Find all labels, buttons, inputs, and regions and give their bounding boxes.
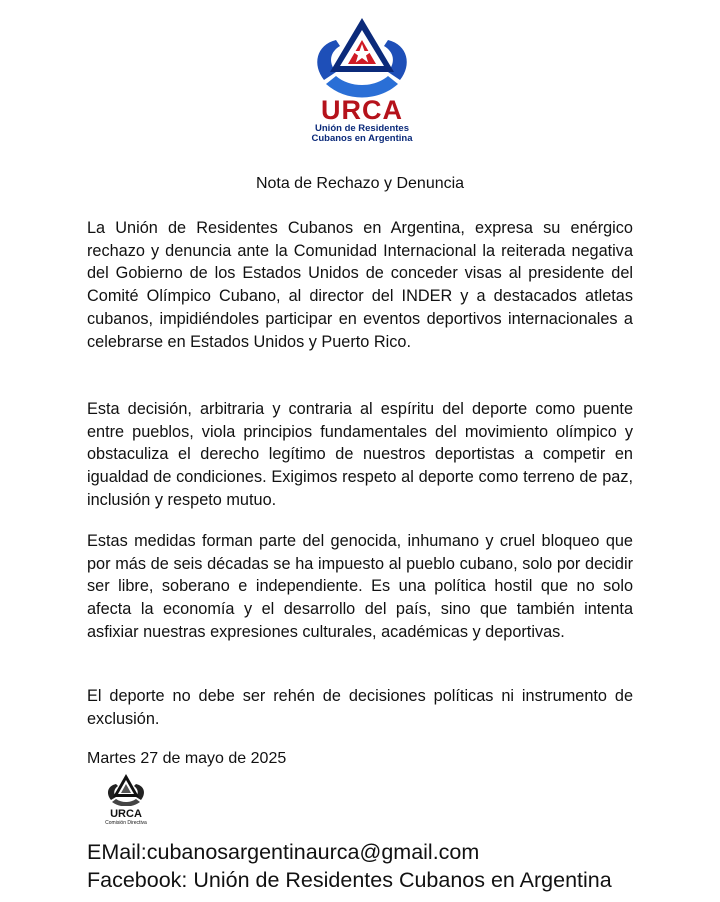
document-date: Martes 27 de mayo de 2025 xyxy=(87,750,287,767)
signature-logo-name: URCA xyxy=(110,808,142,820)
signature-logo-subtitle: Comisión Directiva xyxy=(105,820,147,826)
contact-facebook: Facebook: Unión de Residentes Cubanos en Argentina xyxy=(87,868,612,892)
paragraph-2: Esta decisión, arbitraria y contraria al espíritu del deporte como puente entre pueblos, viola principios fundamentales del movimiento olímpico y obstaculiza el derecho legítimo de nuestros deportistas a competir en igualdad de condiciones. Exigimos respeto al deporte como terreno de paz, inclusión y respeto mutuo. xyxy=(87,400,633,509)
logo-subtitle-2: Cubanos en Argentina xyxy=(311,133,413,144)
document-title: Nota de Rechazo y Denuncia xyxy=(255,175,465,192)
urca-logo xyxy=(282,10,442,160)
paragraph-4: El deporte no debe ser rehén de decisiones políticas ni instrumento de exclusión. xyxy=(87,687,633,728)
logo-name: URCA xyxy=(321,95,403,125)
urca-emblem-small-icon xyxy=(104,772,148,806)
paragraph-3: Estas medidas forman parte del genocida, inhumano y cruel bloqueo que por más de seis décadas se ha impuesto al pueblo cubano, solo por decidir ser libre, soberano e independiente. Es una política hostil que no solo afecta la economía y el desarrollo del país, sino que también intenta asfixiar nuestras expresiones culturales, académicas y deportivas. xyxy=(87,532,633,641)
urca-emblem-icon xyxy=(306,10,418,102)
logo-subtitle-1: Unión de Residentes xyxy=(315,123,409,134)
contact-email: EMail:cubanosargentinaurca@gmail.com xyxy=(87,840,480,864)
paragraph-1: La Unión de Residentes Cubanos en Argentina, expresa su enérgico rechazo y denuncia ante la Comunidad Internacional la reiterada negativa del Gobierno de los Estados Unidos de conceder visas al presidente del Comité Olímpico Cubano, al director del INDER y a destacados atletas cubanos, impidiéndoles participar en eventos deportivos internacionales a celebrarse en Estados Unidos y Puerto Rico. xyxy=(87,219,633,351)
signature-logo xyxy=(100,772,152,826)
